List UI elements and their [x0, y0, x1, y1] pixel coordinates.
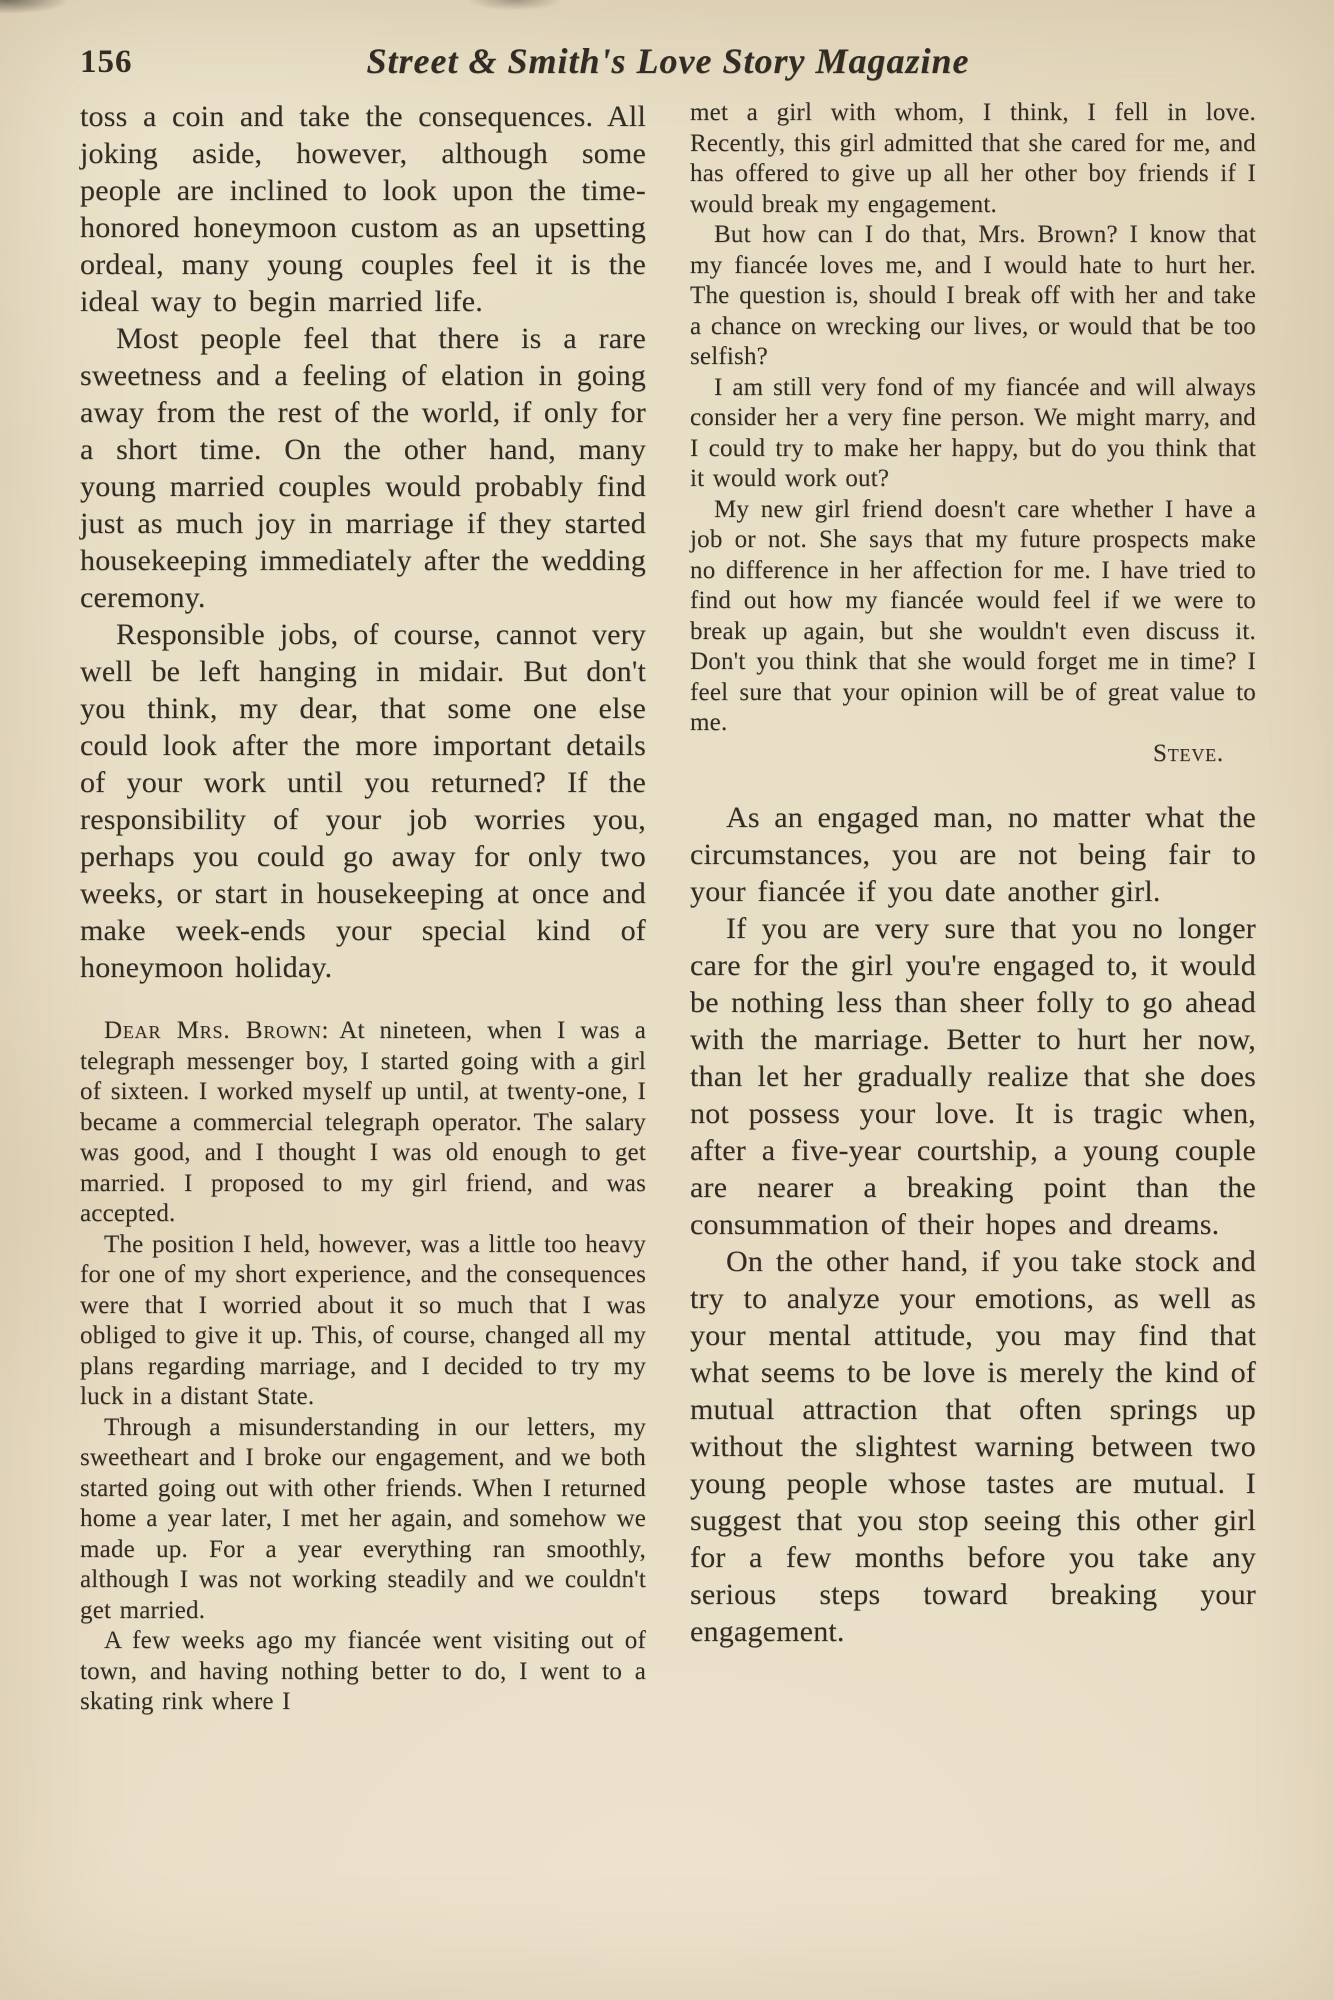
letter-paragraph: Through a misunderstanding in our letters, my sweetheart and I broke our engagement, and we both started going out with other friends. When I returned home a year later, I met her again, and somehow we made up. For a year everything ran smoothly, although I was not working steadily and we couldn't get married. — [80, 1413, 646, 1624]
reply-paragraph: As an engaged man, no matter what the circumstances, you are not being fair to your fiancée if you date another girl. — [690, 801, 1256, 908]
page-number: 156 — [80, 44, 133, 80]
left-column — [80, 98, 646, 1998]
letter-paragraph: met a girl with whom, I think, I fell in love. Recently, this girl admitted that she cared for me, and has offered to give up all her other boy friends if I would break my engagement. — [690, 99, 1256, 218]
article-paragraph: Most people feel that there is a rare sweetness and a feeling of elation in going away from the rest of the world, if only for a short time. On the other hand, many young married couples would probably find just as much joy in marriage if they started housekeeping immediately after the wedding ceremony. — [80, 322, 646, 614]
letter-paragraph: My new girl friend doesn't care whether I have a job or not. She says that my future prospects make no difference in her affection for me. I have tried to find out how my fiancée would feel if we were to break up again, but she wouldn't even discuss it. Don't you think that she would forget me in time? I feel sure that your opinion will be of great value to me. — [690, 495, 1256, 736]
reader-letter-continued — [690, 98, 1256, 769]
reader-letter — [80, 1016, 646, 1718]
article-paragraph: Responsible jobs, of course, cannot very well be left hanging in midair. But don't you think, my dear, that some one else could look after the more important details of your work until you returned? If the responsibility of your job worries you, perhaps you could go away for only two weeks, or start in housekeeping at once and make week-ends your special kind of honeymoon holiday. — [80, 618, 646, 984]
magazine-title: Street & Smith's Love Story Magazine — [366, 41, 970, 81]
page-header — [80, 40, 1256, 86]
scan-smudge-top-left — [0, 0, 70, 14]
article-paragraph: toss a coin and take the consequences. All joking aside, however, although some people are inclined to look upon the time-honored honeymoon custom as an upsetting ordeal, many young couples feel it is the ideal way to begin married life. — [80, 100, 646, 318]
letter-signature-line — [690, 739, 1256, 770]
reply-paragraph: On the other hand, if you take stock and try to analyze your emotions, as well as your mental attitude, you may find that what seems to be love is merely the kind of mutual attraction that often springs up without the slightest warning between two young people whose tastes are mutual. I suggest that you stop seeing this other girl for a few months before you take any serious steps toward breaking your engagement. — [690, 1245, 1256, 1648]
letter-paragraph: A few weeks ago my fiancée went visiting out of town, and having nothing better to do, I went to a skating rink where I — [80, 1627, 646, 1715]
letter-paragraph — [80, 1016, 646, 1230]
letter-salutation: Dear Mrs. Brown: — [104, 1017, 330, 1044]
letter-paragraph: The position I held, however, was a little too heavy for one of my short experience, and the consequences were that I worried about it so much that I was obliged to give it up. This, of course, changed all my plans regarding marriage, and I decided to try my luck in a distant State. — [80, 1230, 646, 1410]
reply-paragraph: If you are very sure that you no longer care for the girl you're engaged to, it would be nothing less than sheer folly to go ahead with the marriage. Better to hurt her now, than let her gradually realize that she does not possess your love. It is tragic when, after a five-year courtship, a young couple are nearer a breaking point than the consummation of their hopes and dreams. — [690, 912, 1256, 1241]
right-column — [690, 98, 1256, 1998]
letter-paragraph-text: At nineteen, when I was a telegraph messenger boy, I started going with a girl of sixteen. I worked myself up until, at twenty-one, I became a commercial telegraph operator. The salary was good, and I thought I was old enough to get married. I proposed to my girl friend, and was accepted. — [80, 1017, 646, 1227]
two-column-text-block — [80, 98, 1256, 1998]
scan-smudge-top-center — [470, 0, 560, 10]
letter-signature: Steve. — [1153, 739, 1224, 767]
letter-paragraph: But how can I do that, Mrs. Brown? I know that my fiancée loves me, and I would hate to hurt her. The question is, should I break off with her and take a chance on wrecking our lives, or would that be too selfish? — [690, 221, 1256, 370]
letter-paragraph: I am still very fond of my fiancée and will always consider her a very fine person. We might marry, and I could try to make her happy, but do you think that it would work out? — [690, 373, 1256, 492]
